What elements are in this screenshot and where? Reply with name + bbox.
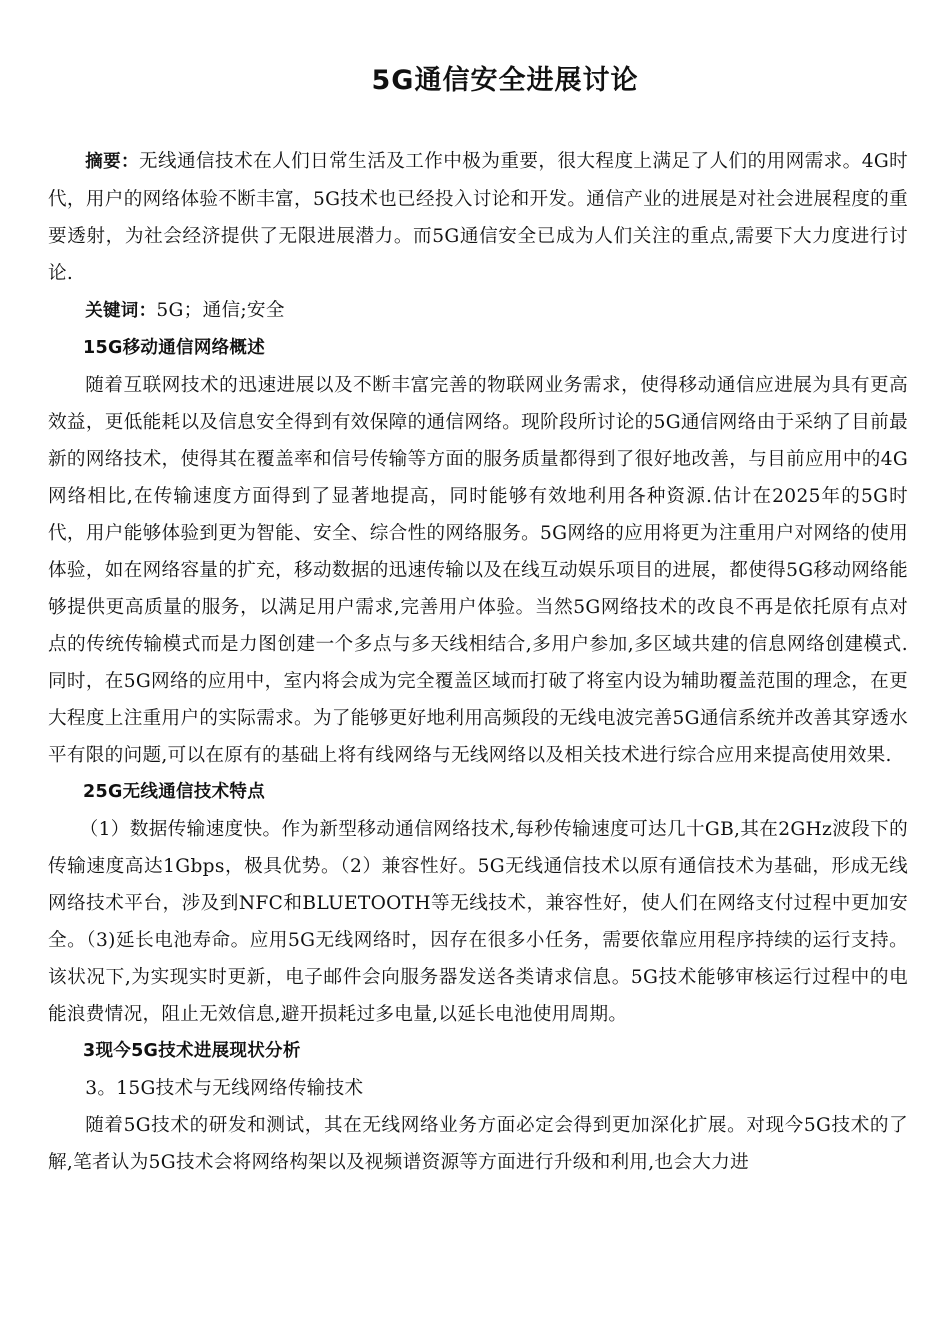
keywords-paragraph: [48, 292, 908, 330]
abstract-label: 摘要：: [85, 152, 139, 172]
abstract-paragraph: [48, 143, 908, 292]
section-2-heading: 25G无线通信技术特点: [83, 782, 266, 802]
document-title: 5G通信安全进展讨论: [371, 65, 639, 96]
section-3-paragraph: 随着5G技术的研发和测试，其在无线网络业务方面必定会得到更加深化扩展。对现今5G技术的了解,笔者认为5G技术会将网络构架以及视频谱资源等方面进行升级和利用,也会大力进: [48, 1115, 908, 1173]
document-body: [48, 143, 908, 1181]
abstract-text: 无线通信技术在人们日常生活及工作中极为重要，很大程度上满足了人们的用网需求。4G时代，用户的网络体验不断丰富，5G技术也已经投入讨论和开发。通信产业的进展是对社会进展程度的重要透射，为社会经济提供了无限进展潜力。而5G通信安全已成为人们关注的重点,需要下大力度进行讨论.: [48, 151, 908, 284]
section-2-paragraph: （1）数据传输速度快。作为新型移动通信网络技术,每秒传输速度可达几十GB,其在2GHz波段下的传输速度高达1Gbps，极具优势。（2）兼容性好。5G无线通信技术以原有通信技术为基础，形成无线网络技术平台，涉及到NFC和BLUETOOTH等无线技术，兼容性好，使人们在网络支付过程中更加安全。（3)延长电池寿命。应用5G无线网络时，因存在很多小任务，需要依靠应用程序持续的运行支持。该状况下,为实现实时更新，电子邮件会向服务器发送各类请求信息。5G技术能够审核运行过程中的电能浪费情况，阻止无效信息,避开损耗过多电量,以延长电池使用周期。: [48, 819, 908, 1025]
section-3-heading: 3现今5G技术进展现状分析: [83, 1041, 301, 1061]
section-3-subheading: 3。15G技术与无线网络传输技术: [85, 1078, 364, 1099]
keywords-label: 关键词：: [85, 301, 157, 321]
section-1-heading: 15G移动通信网络概述: [83, 338, 266, 358]
section-1-paragraph: 随着互联网技术的迅速进展以及不断丰富完善的物联网业务需求，使得移动通信应进展为具有更高效益，更低能耗以及信息安全得到有效保障的通信网络。现阶段所讨论的5G通信网络由于采纳了目前最新的网络技术，使得其在覆盖率和信号传输等方面的服务质量都得到了很好地改善，与目前应用中的4G网络相比,在传输速度方面得到了显著地提高，同时能够有效地利用各种资源.估计在2025年的5G时代，用户能够体验到更为智能、安全、综合性的网络服务。5G网络的应用将更为注重用户对网络的使用体验，如在网络容量的扩充，移动数据的迅速传输以及在线互动娱乐项目的进展，都使得5G移动网络能够提供更高质量的服务，以满足用户需求,完善用户体验。当然5G网络技术的改良不再是依托原有点对点的传统传输模式而是力图创建一个多点与多天线相结合,多用户参加,多区域共建的信息网络创建模式.同时，在5G网络的应用中，室内将会成为完全覆盖区域而打破了将室内设为辅助覆盖范围的理念，在更大程度上注重用户的实际需求。为了能够更好地利用高频段的无线电波完善5G通信系统并改善其穿透水平有限的问题,可以在原有的基础上将有线网络与无线网络以及相关技术进行综合应用来提高使用效果.: [48, 375, 908, 766]
keywords-text: 5G；通信;安全: [156, 300, 285, 321]
